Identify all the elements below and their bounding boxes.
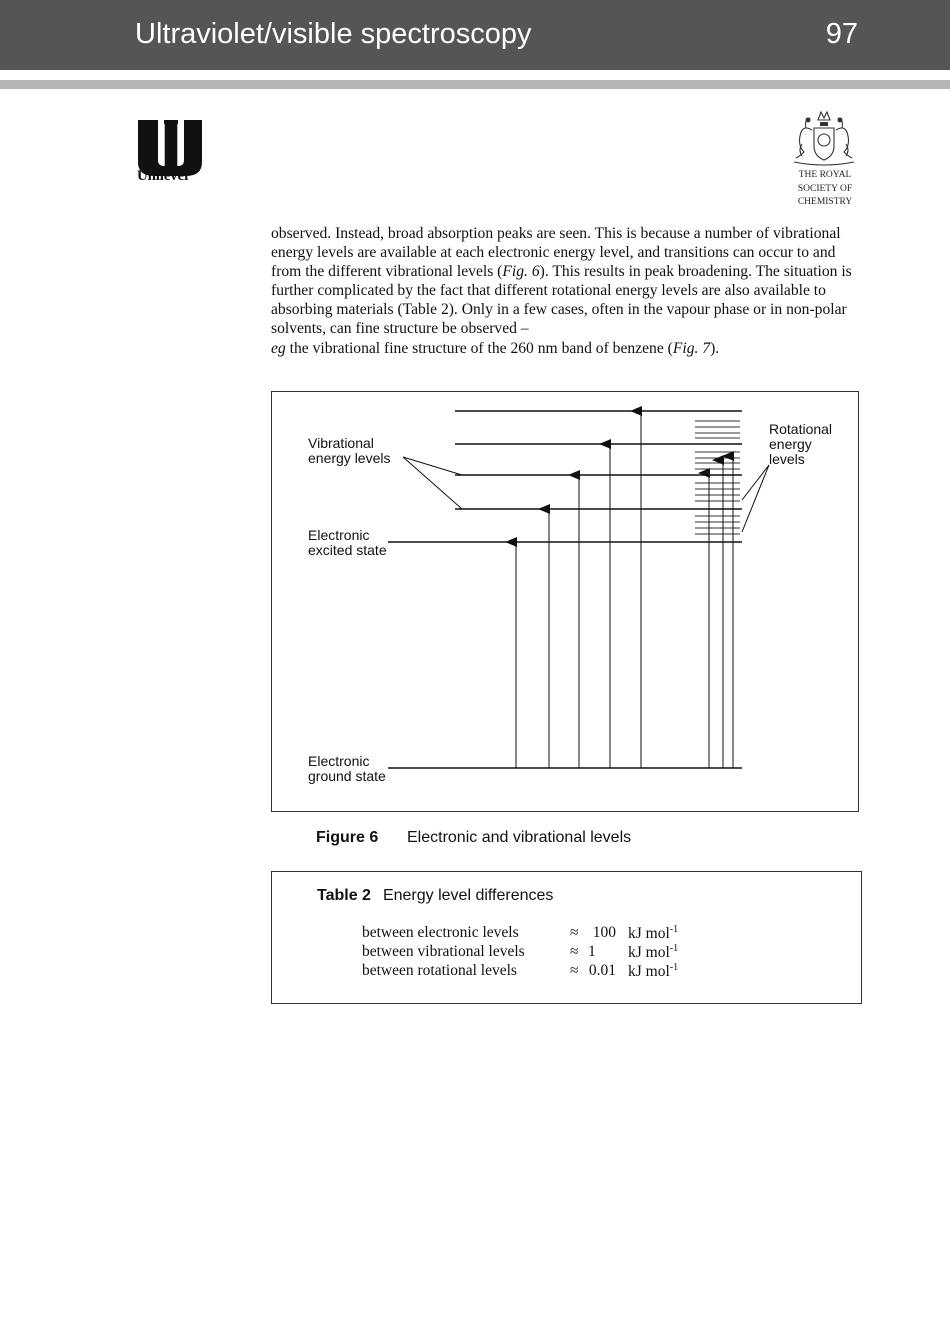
fig7-reference: Fig. 7: [672, 339, 711, 357]
row-value: 100: [592, 924, 616, 941]
row-label: between vibrational levels: [362, 943, 525, 960]
rsc-wordmark: [790, 169, 860, 210]
rotational-label-line1: Rotational: [769, 421, 833, 437]
body-text-2: ). This results in peak broadening. The situation is further complicated by the fact that different rotational energy levels are also available to absorbing materials (Table 2). Only in a few cases, often in the vapour phase or in non-polar solvents, can fine structure be observed –: [271, 263, 852, 338]
vibrational-label-line2: energy levels: [308, 450, 391, 466]
page-number: 97: [825, 18, 858, 50]
body-text-4: ).: [710, 339, 720, 357]
row-label: between electronic levels: [362, 924, 519, 941]
row-value: 0.01: [588, 962, 616, 979]
table-title-text: Energy level differences: [382, 887, 554, 904]
figure-6-caption: [316, 829, 632, 847]
figure-caption-text: Electronic and vibrational levels: [407, 829, 632, 846]
body-text-1: observed. Instead, broad absorption peaks are seen. This is because a number of vibrational energy levels are available at each electronic energy level, and transitions can occur to and from the different vibrational levels (: [271, 225, 841, 281]
vibrational-label-line1: Vibrational: [308, 435, 374, 451]
unilever-wordmark: Unilever: [137, 168, 191, 184]
energy-level-diagram: [272, 392, 858, 811]
rotational-label-line2: energy: [769, 436, 812, 452]
rsc-line-1: THE ROYAL: [798, 170, 852, 180]
rotational-label-line3: levels: [769, 451, 805, 467]
row-unit: kJ mol$^{-1}$: [628, 962, 679, 981]
ground-state-label-line2: ground state: [308, 768, 386, 784]
row-value: 1: [588, 943, 596, 960]
header-divider: [0, 80, 950, 89]
body-paragraph: [271, 224, 866, 358]
excited-state-label-line1: Electronic: [308, 527, 370, 543]
body-text-3: the vibrational fine structure of the 260 nm band of benzene (: [285, 339, 673, 357]
fig6-reference: Fig. 6: [502, 263, 540, 281]
pointer-lines: [403, 457, 769, 532]
ground-state-label-line1: Electronic: [308, 753, 370, 769]
approx-symbol: ≈: [570, 924, 579, 941]
table-label: Table 2: [317, 887, 371, 904]
rsc-line-3: CHEMISTRY: [797, 197, 853, 207]
rsc-crest-icon: [790, 106, 858, 168]
eg-abbreviation: eg: [271, 339, 286, 357]
chapter-title: Ultraviolet/visible spectroscopy: [135, 18, 532, 50]
figure-label: Figure 6: [316, 829, 379, 846]
figure-6-frame: [271, 391, 859, 812]
excited-state-label-line2: excited state: [308, 542, 387, 558]
row-unit: kJ mol$^{-1}$: [628, 943, 679, 962]
table-title: [317, 887, 553, 905]
table-2: [271, 871, 862, 1004]
row-label: between rotational levels: [362, 962, 517, 979]
page-header: [0, 0, 950, 70]
approx-symbol: ≈: [570, 943, 579, 960]
rsc-line-2: SOCIETY OF: [797, 183, 853, 194]
transition-arrows: [516, 411, 733, 768]
energy-levels: [388, 411, 742, 768]
approx-symbol: ≈: [570, 962, 579, 979]
row-unit: kJ mol$^{-1}$: [628, 924, 679, 943]
